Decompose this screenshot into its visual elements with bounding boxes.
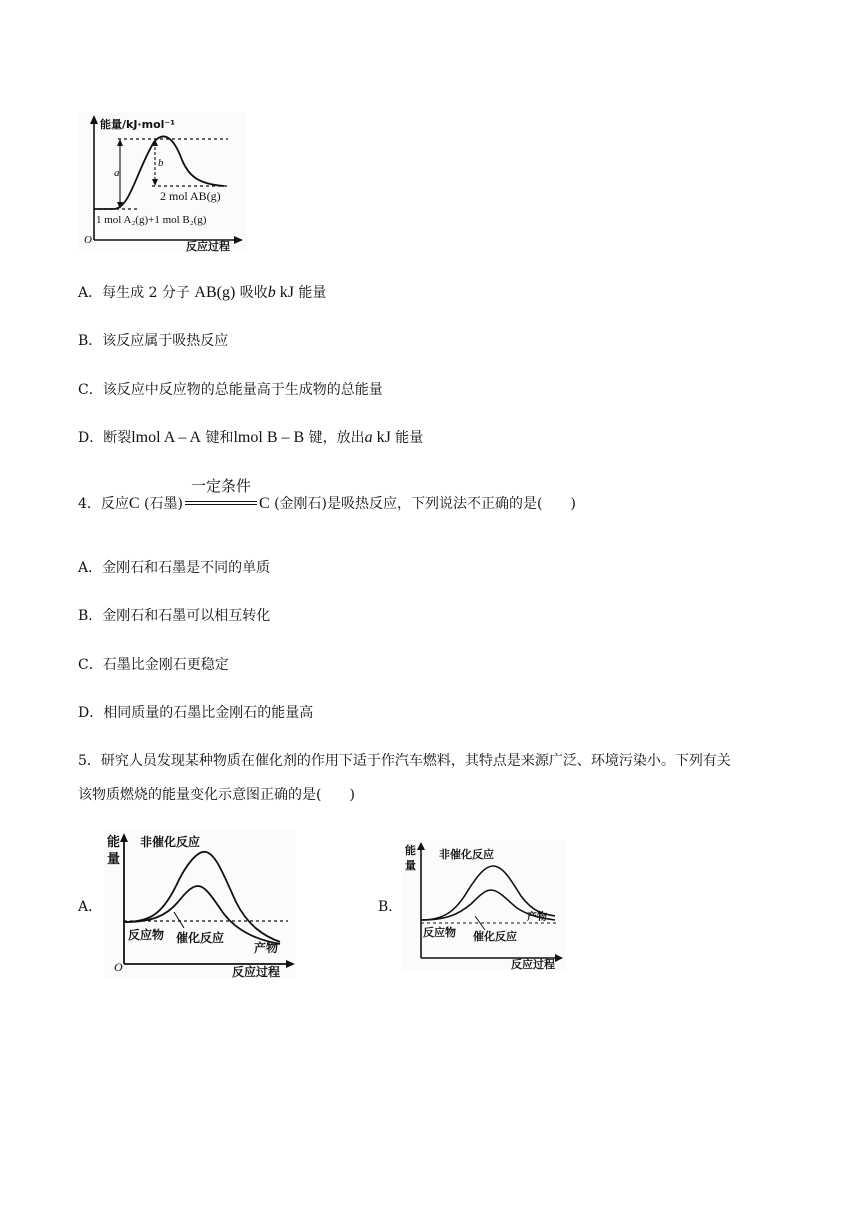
q3-option-a[interactable]: A．每生成 2 分子 AB(g) 吸收b kJ 能量 xyxy=(78,284,327,301)
q5b-cat-label: 催化反应 xyxy=(473,930,517,943)
fig1-label-a: a xyxy=(114,167,120,179)
fig1-reactant-label: 1 mol A₂(g)+1 mol B₂(g) xyxy=(96,214,207,226)
q5a-ylabel-2: 量 xyxy=(107,852,121,867)
q5b-reactant-label: 反应物 xyxy=(423,926,456,939)
q4-option-d[interactable]: D．相同质量的石墨比金刚石的能量高 xyxy=(78,705,314,721)
q5b-noncat-label: 非催化反应 xyxy=(439,848,494,861)
q5b-ylabel-1: 能 xyxy=(405,844,416,857)
fig1-xlabel: 反应过程 xyxy=(186,240,230,252)
q3-option-c[interactable]: C．该反应中反应物的总能量高于生成物的总能量 xyxy=(78,382,383,398)
q5-option-b-figure[interactable] xyxy=(403,840,565,970)
q5b-product-label: 产物 xyxy=(527,912,547,923)
q5b-xlabel: 反应过程 xyxy=(511,958,555,970)
q4-option-c[interactable]: C．石墨比金刚石更稳定 xyxy=(78,657,229,673)
q4-option-b[interactable]: B．金刚石和石墨可以相互转化 xyxy=(78,608,271,624)
fig1-label-b: b xyxy=(158,157,164,169)
reaction-condition-arrow: 一定条件 xyxy=(185,494,257,514)
q5-option-a-figure[interactable] xyxy=(104,830,296,978)
q5a-product-label: 产物 xyxy=(254,941,279,955)
q5a-reactant-label: 反应物 xyxy=(128,928,165,942)
fig1-ylabel: 能量/kJ·mol⁻¹ xyxy=(100,118,176,131)
question-4-stem: 4．反应C (石墨) 一定条件 C (金刚石)是吸热反应，下列说法不正确的是( ) xyxy=(78,477,576,512)
q5a-origin: O xyxy=(114,960,123,974)
q3-option-d[interactable]: D．断裂lmol A – A 键和lmol B – B 键，放出a kJ 能量 xyxy=(78,429,424,446)
q5-option-a-letter[interactable]: A． xyxy=(78,899,103,915)
q5-option-b-letter[interactable]: B． xyxy=(378,899,403,915)
q5a-noncat-label: 非催化反应 xyxy=(140,835,201,849)
q5a-xlabel: 反应过程 xyxy=(232,965,281,978)
q4-option-a[interactable]: A．金刚石和石墨是不同的单质 xyxy=(78,560,271,576)
q5a-ylabel-1: 能 xyxy=(107,835,121,850)
q5a-cat-label: 催化反应 xyxy=(176,931,225,945)
q3-option-b[interactable]: B．该反应属于吸热反应 xyxy=(78,333,229,349)
question-5-stem-line2: 该物质燃烧的能量变化示意图正确的是( ) xyxy=(78,787,355,803)
fig1-product-label: 2 mol AB(g) xyxy=(160,189,221,203)
fig1-origin: O xyxy=(84,234,92,246)
q5b-ylabel-2: 量 xyxy=(405,859,416,872)
energy-diagram-figure xyxy=(78,112,246,252)
question-5-stem-line1: 5．研究人员发现某种物质在催化剂的作用下适于作汽车燃料，其特点是来源广泛、环境污染小。下列有关 xyxy=(78,753,731,769)
